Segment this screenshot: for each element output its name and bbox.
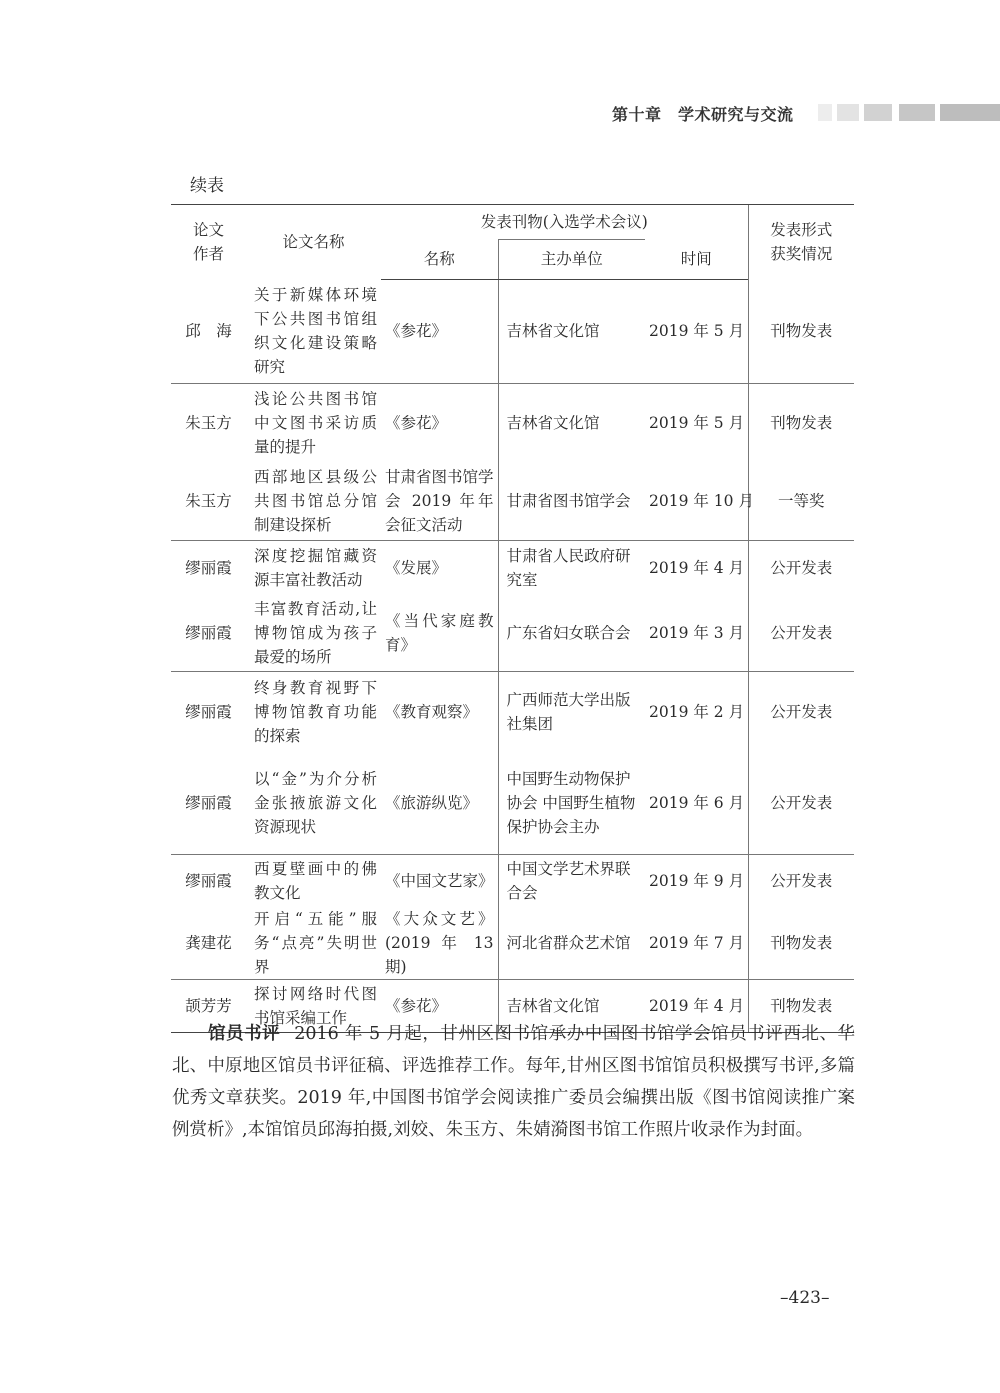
- cell-form: 公开发表: [748, 595, 854, 672]
- table-row: [171, 752, 854, 855]
- cell-form: 公开发表: [748, 855, 854, 908]
- cell-time: 2019 年 5 月: [649, 322, 745, 341]
- cell-author: 缪丽霞: [171, 855, 246, 908]
- cell-title: 探讨网络时代图书馆采编工作: [246, 980, 381, 1033]
- cell-name: 《当代家庭教育》: [385, 612, 494, 654]
- header-bar-2: [837, 104, 859, 121]
- cell-form: 公开发表: [748, 541, 854, 596]
- cell-org: 吉林省文化馆: [498, 279, 645, 384]
- header-bar-4: [899, 104, 935, 121]
- cell-name: 甘肃省图书馆学会 2019 年年会征文活动: [385, 468, 494, 534]
- paragraph-text: 2016 年 5 月起，甘州区图书馆承办中国图书馆学会馆员书评西北、华北、中原地区馆员书评征稿、评选推荐工作。每年,甘州区图书馆馆员积极撰写书评,多篇优秀文章获奖。2019 年,中国图书馆学会阅读推广委员会编撰出版《图书馆阅读推广案例赏析》,本馆馆员邱海拍摄,刘姣、朱玉方、朱婧漪图书馆工作照片收录作为封面。: [172, 1024, 856, 1140]
- cell-name: 《教育观察》: [381, 672, 498, 753]
- cell-org: 吉林省文化馆: [498, 980, 645, 1033]
- header-bar-1: [818, 104, 832, 121]
- running-header: [0, 100, 1000, 126]
- cell-form: 公开发表: [748, 752, 854, 855]
- body-paragraph: [172, 1018, 855, 1146]
- cell-form: 刊物发表: [748, 279, 854, 384]
- header-author: 论文作者: [171, 205, 246, 280]
- table-caption: 续表: [190, 176, 224, 196]
- cell-title: 浅论公共图书馆中文图书采访质量的提升: [246, 384, 381, 463]
- cell-title: 开启“五能”服务“点亮”失明世界: [254, 910, 377, 976]
- cell-author: 缪丽霞: [171, 541, 246, 596]
- cell-title: 终身教育视野下博物馆教育功能的探索: [246, 672, 381, 753]
- cell-org: 中国野生动物保护协会 中国野生植物保护协会主办: [498, 752, 645, 855]
- cell-author: 朱玉方: [171, 384, 246, 463]
- chapter-title: 第十章 学术研究与交流: [612, 105, 794, 124]
- cell-org: 甘肃省图书馆学会: [498, 462, 645, 541]
- cell-author: 颉芳芳: [171, 980, 246, 1033]
- header-org: 主办单位: [498, 240, 645, 279]
- cell-time: 2019 年 4 月: [645, 980, 748, 1033]
- cell-time: 2019 年 7 月: [649, 934, 745, 952]
- header-time: 时间: [645, 240, 748, 279]
- cell-time: 2019 年 4 月: [645, 541, 748, 596]
- cell-title: 以“金”为介分析金张掖旅游文化资源现状: [254, 770, 377, 836]
- header-group: 发表刊物(入选学术会议): [381, 205, 748, 240]
- cell-name: 《发展》: [381, 541, 498, 596]
- cell-form: 一等奖: [748, 462, 854, 541]
- table-row: [171, 541, 854, 596]
- table-row: [171, 672, 854, 753]
- cell-time: 2019 年 2 月: [645, 672, 748, 753]
- cell-form: 刊物发表: [748, 980, 854, 1033]
- cell-name: 《参花》: [381, 384, 498, 463]
- cell-author: 缪丽霞: [185, 624, 232, 642]
- cell-title: 西部地区县级公共图书馆总分馆制建设探析: [254, 468, 377, 534]
- cell-time: 2019 年 3 月: [649, 624, 745, 642]
- cell-time: 2019 年 6 月: [649, 794, 745, 812]
- table-row: [171, 279, 854, 384]
- header-bar-5: [940, 104, 1000, 121]
- table-header-row: [171, 205, 854, 240]
- cell-author: 缪丽霞: [185, 794, 232, 812]
- header-name: 名称: [381, 240, 498, 279]
- cell-org: 广西师范大学出版社集团: [498, 672, 645, 753]
- cell-time: 2019 年 5 月: [645, 384, 748, 463]
- table-row: [171, 384, 854, 463]
- table-row: [171, 907, 854, 980]
- header-title: 论文名称: [246, 205, 381, 280]
- cell-name: 《旅游纵览》: [385, 794, 479, 812]
- cell-title: 深度挖掘馆藏资源丰富社教活动: [246, 541, 381, 596]
- cell-name: 《中国文艺家》: [381, 855, 498, 908]
- cell-form: 刊物发表: [748, 384, 854, 463]
- cell-author: 龚建花: [185, 934, 232, 952]
- cell-name: 《大众文艺》(2019 年 13 期): [385, 910, 494, 976]
- cell-org: 吉林省文化馆: [498, 384, 645, 463]
- cell-org: 中国文学艺术界联合会: [498, 855, 645, 908]
- cell-form: 公开发表: [748, 672, 854, 753]
- cell-author: 缪丽霞: [171, 672, 246, 753]
- cell-author: 朱玉方: [185, 492, 232, 510]
- table-row: [171, 595, 854, 672]
- cell-org: 广东省妇女联合会: [498, 595, 645, 672]
- page-number: –423–: [780, 1288, 830, 1308]
- cell-title: 关于新媒体环境下公共图书馆组织文化建设策略研究: [254, 286, 377, 376]
- cell-title: 丰富教育活动,让博物馆成为孩子最爱的场所: [254, 600, 377, 666]
- cell-time: 2019 年 10 月: [649, 492, 754, 510]
- cell-author: 邱 海: [185, 322, 232, 340]
- cell-name: 《参花》: [385, 322, 448, 341]
- cell-time: 2019 年 9 月: [645, 855, 748, 908]
- cell-form: 刊物发表: [748, 907, 854, 980]
- papers-table: [171, 204, 854, 1033]
- header-bar-3: [864, 104, 892, 121]
- table-row: [171, 462, 854, 541]
- cell-org: 河北省群众艺术馆: [498, 907, 645, 980]
- cell-name: 《参花》: [381, 980, 498, 1033]
- cell-org: 甘肃省人民政府研究室: [498, 541, 645, 596]
- paragraph-lead: 馆员书评: [208, 1024, 281, 1044]
- table-row: [171, 855, 854, 908]
- header-form: 发表形式获奖情况: [748, 205, 854, 280]
- cell-title: 西夏壁画中的佛教文化: [246, 855, 381, 908]
